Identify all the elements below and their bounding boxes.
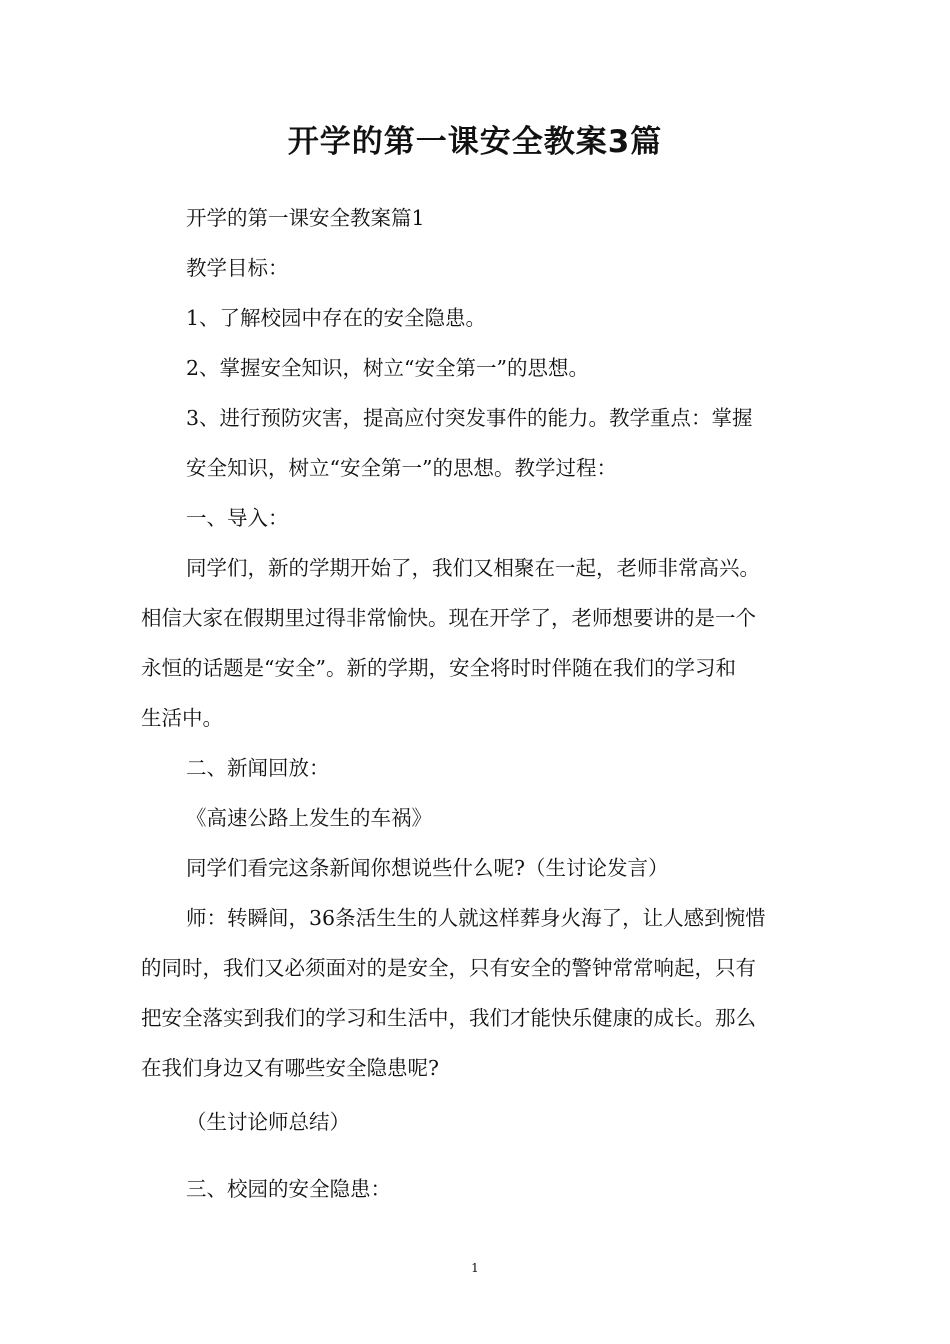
goals-label: 教学目标： — [186, 256, 289, 280]
summary-note: （生讨论师总结） — [186, 1110, 350, 1134]
part-1-heading: 一、导入： — [186, 506, 289, 530]
intro-paragraph-line-3: 永恒的话题是“安全”。新的学期，安全将时时伴随在我们的学习和 — [141, 656, 736, 680]
goal-item-3-line-1: 3、进行预防灾害，提高应付突发事件的能力。教学重点：掌握 — [186, 406, 753, 430]
teacher-paragraph-line-1: 师：转瞬间，36条活生生的人就这样葬身火海了，让人感到惋惜 — [186, 906, 766, 930]
intro-paragraph-line-1: 同学们，新的学期开始了，我们又相聚在一起，老师非常高兴。 — [186, 556, 760, 580]
goal-item-1: 1、了解校园中存在的安全隐患。 — [186, 306, 487, 330]
teacher-paragraph-line-3: 把安全落实到我们的学习和生活中，我们才能快乐健康的成长。那么 — [141, 1006, 756, 1030]
news-question: 同学们看完这条新闻你想说些什么呢?（生讨论发言） — [186, 856, 669, 880]
document-title: 开学的第一课安全教案3篇 — [287, 124, 663, 160]
page-number: 1 — [471, 1261, 479, 1275]
goal-item-2: 2、掌握安全知识，树立“安全第一”的思想。 — [186, 356, 590, 380]
goal-item-3-line-2: 安全知识，树立“安全第一”的思想。教学过程： — [186, 456, 617, 480]
intro-paragraph-line-2: 相信大家在假期里过得非常愉快。现在开学了，老师想要讲的是一个 — [141, 606, 756, 630]
section-heading: 开学的第一课安全教案篇1 — [186, 206, 425, 230]
intro-paragraph-line-4: 生活中。 — [141, 706, 223, 730]
news-title: 《高速公路上发生的车祸》 — [186, 806, 432, 830]
teacher-paragraph-line-2: 的同时，我们又必须面对的是安全，只有安全的警钟常常响起，只有 — [141, 956, 756, 980]
part-3-heading: 三、校园的安全隐患： — [186, 1177, 391, 1201]
teacher-paragraph-line-4: 在我们身边又有哪些安全隐患呢? — [141, 1056, 439, 1080]
part-2-heading: 二、新闻回放： — [186, 756, 330, 780]
